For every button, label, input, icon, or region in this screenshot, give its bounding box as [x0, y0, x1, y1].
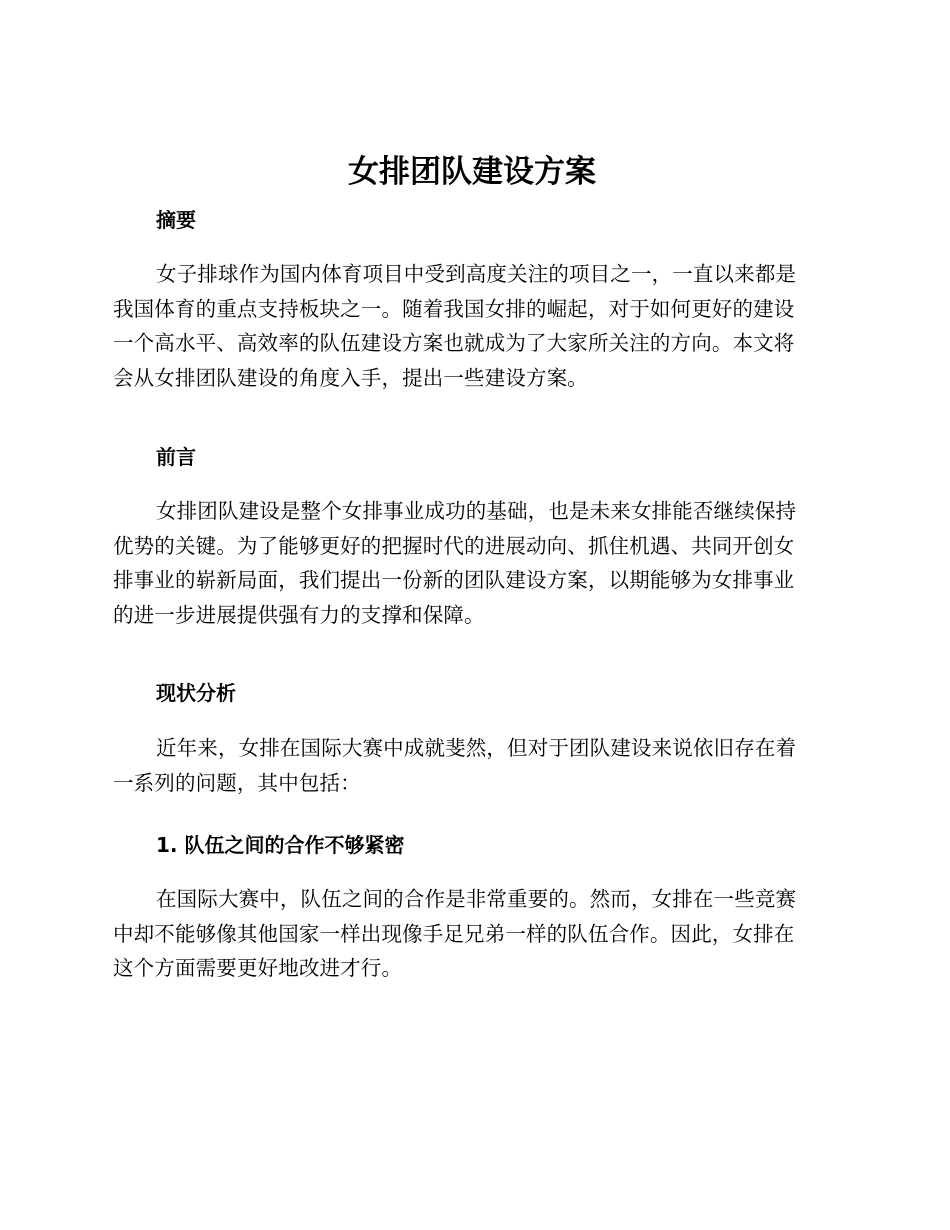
- paragraph-line: 在国际大赛中，队伍之间的合作是非常重要的。然而，女排在一些竞赛: [156, 887, 797, 911]
- paragraph-line: 一个高水平、高效率的队伍建设方案也就成为了大家所关注的方向。本文将: [113, 331, 795, 355]
- section-body-abstract: [113, 257, 831, 395]
- section-body-status-analysis: [113, 731, 831, 800]
- document-title: 女排团队建设方案: [348, 154, 596, 190]
- paragraph-line: 女子排球作为国内体育项目中受到高度关注的项目之一，一直以来都是: [156, 262, 797, 286]
- paragraph-line: 这个方面需要更好地改进才行。: [113, 956, 403, 980]
- paragraph-line: 会从女排团队建设的角度入手，提出一些建设方案。: [113, 365, 588, 390]
- paragraph-line: 一系列的问题，其中包括：: [113, 770, 361, 795]
- paragraph-line: 女排团队建设是整个女排事业成功的基础，也是未来女排能否继续保持: [156, 499, 797, 523]
- paragraph-line: 的进一步进展提供强有力的支撑和保障。: [113, 602, 485, 627]
- section-heading-cooperation: 1. 队伍之间的合作不够紧密: [156, 833, 405, 857]
- section-body-cooperation: [113, 882, 831, 986]
- section-heading-status-analysis: 现状分析: [156, 681, 236, 705]
- paragraph-line: 中却不能够像其他国家一样出现像手足兄弟一样的队伍合作。因此，女排在: [113, 921, 795, 946]
- paragraph-line: 近年来，女排在国际大赛中成就斐然，但对于团队建设来说依旧存在着: [156, 736, 797, 760]
- section-heading-abstract: 摘要: [156, 208, 196, 232]
- paragraph-line: 我国体育的重点支持板块之一。随着我国女排的崛起，对于如何更好的建设: [113, 296, 795, 321]
- paragraph-line: 优势的关键。为了能够更好的把握时代的进展动向、抓住机遇、共同开创女: [113, 533, 795, 558]
- paragraph-line: 排事业的崭新局面，我们提出一份新的团队建设方案，以期能够为女排事业: [113, 568, 795, 592]
- section-body-preface: [113, 494, 831, 632]
- section-heading-preface: 前言: [156, 445, 196, 469]
